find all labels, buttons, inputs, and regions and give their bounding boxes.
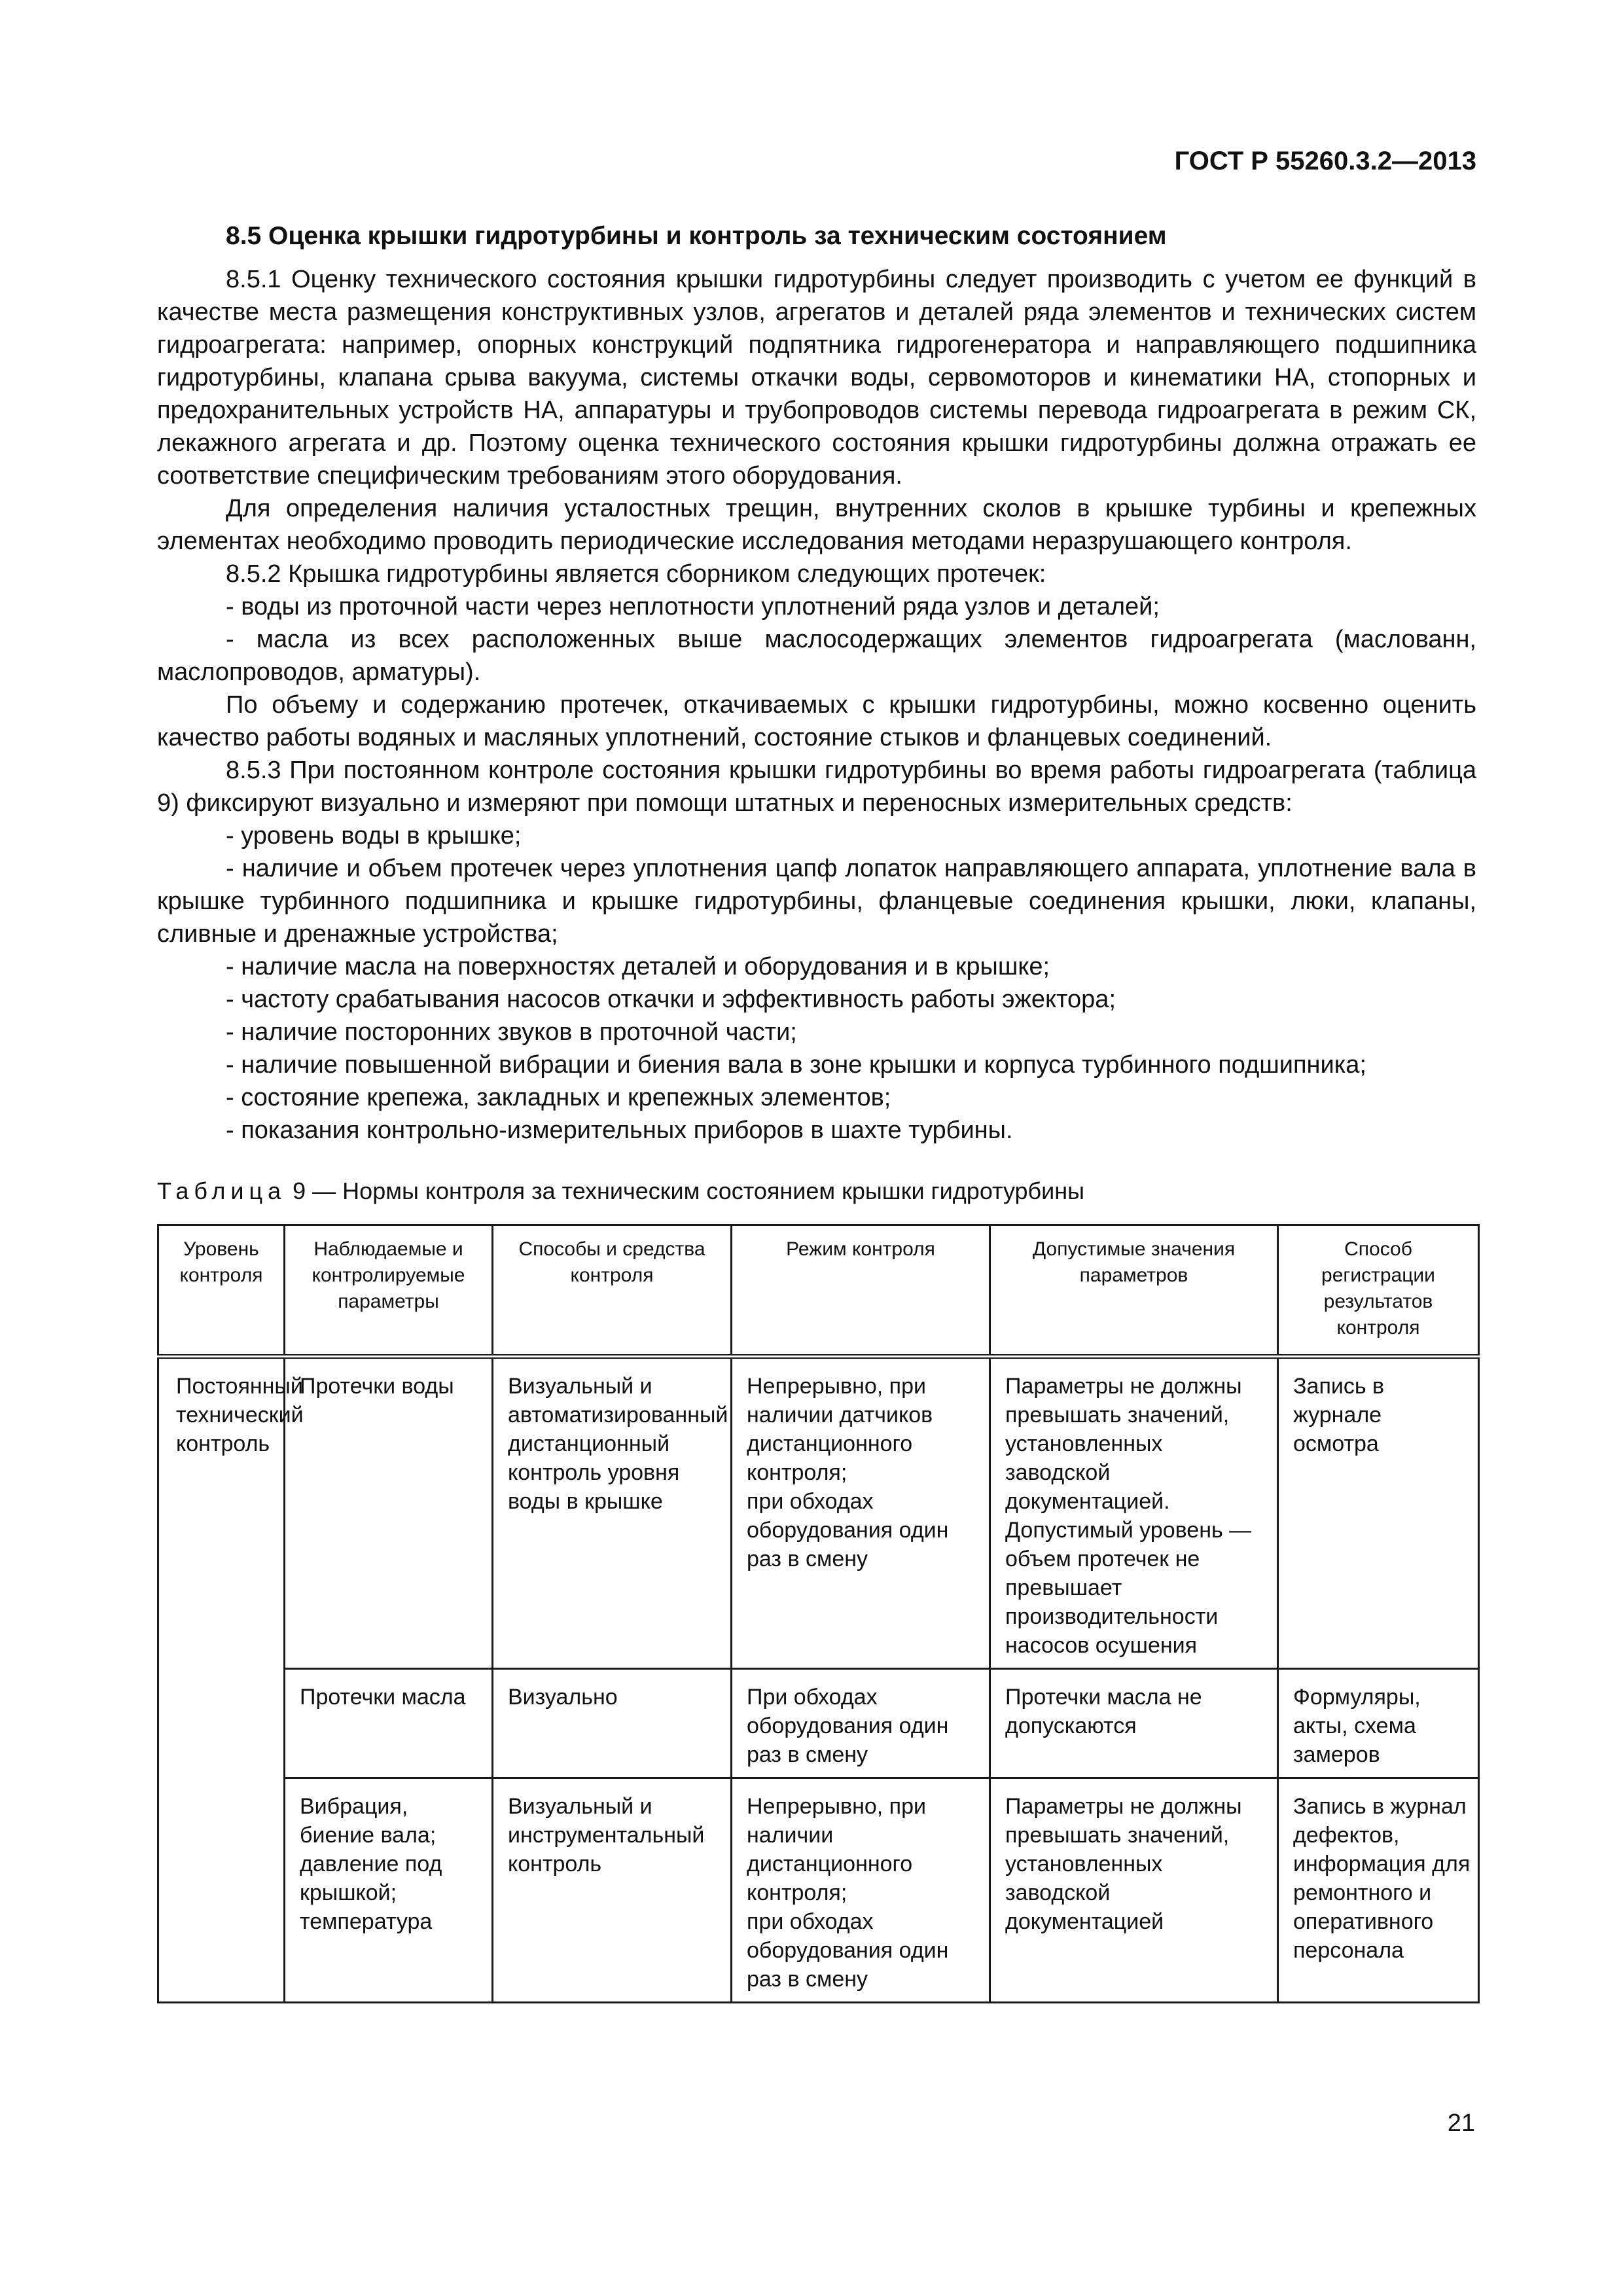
paragraph: По объему и содержанию протечек, откачиваемых с крышки гидротурбины, можно косвенно оценить качество работы водяных и масляных уплотнений, состояние стыков и фланцевых соединений. xyxy=(157,691,1476,751)
standard-code: ГОСТ Р 55260.3.2—2013 xyxy=(1174,147,1476,175)
cell-method: Визуальный и инструментальный контроль xyxy=(493,1778,732,2003)
control-norms-table xyxy=(157,1224,1480,2003)
cell-level-empty xyxy=(158,1778,285,2003)
list-item: - состояние крепежа, закладных и крепежных элементов; xyxy=(226,1084,891,1111)
cell-allowed: Параметры не должны превышать значений, установленных заводской документацией xyxy=(990,1778,1278,2003)
list-item: - воды из проточной части через неплотности уплотнений ряда узлов и деталей; xyxy=(226,593,1160,620)
paragraph: 8.5.3 При постоянном контроле состояния крышки гидротурбины во время работы гидроагрегата (таблица 9) фиксируют визуально и измеряют при помощи штатных и переносных измерительных средств: xyxy=(157,757,1476,817)
cell-record: Запись в журнал дефектов, информация для ремонтного и оперативного персонала xyxy=(1278,1778,1479,2003)
list-item: - уровень воды в крышке; xyxy=(226,822,522,850)
list-item: - масла из всех расположенных выше маслосодержащих элементов гидроагрегата (маслованн, маслопроводов, арматуры). xyxy=(157,626,1476,686)
header-methods: Способы и средства контроля xyxy=(493,1225,732,1357)
section-heading: 8.5 Оценка крышки гидротурбины и контроль за техническим состоянием xyxy=(226,222,1167,250)
header-parameters: Наблюдаемые и контролируемые параметры xyxy=(285,1225,493,1357)
document-body xyxy=(157,220,1476,2003)
table-caption-label: Таблица xyxy=(157,1177,287,1204)
header-level: Уровень контроля xyxy=(158,1225,285,1357)
list-item: - частоту срабатывания насосов откачки и эффективность работы эжектора; xyxy=(226,986,1116,1013)
page-number: 21 xyxy=(1447,2109,1475,2137)
list-item: - наличие посторонних звуков в проточной части; xyxy=(226,1018,797,1046)
cell-mode: Непрерывно, при наличии датчиков дистанционного контроля; при обходах оборудования один раз в смену xyxy=(732,1357,990,1669)
header-allowed-values: Допустимые значения параметров xyxy=(990,1225,1278,1357)
table-caption-text: 9 — Нормы контроля за техническим состоянием крышки гидротурбины xyxy=(286,1177,1085,1204)
list-item: - наличие повышенной вибрации и биения вала в зоне крышки и корпуса турбинного подшипника; xyxy=(226,1051,1366,1079)
paragraph: Для определения наличия усталостных трещин, внутренних сколов в крышке турбины и крепежных элементах необходимо проводить периодические исследования методами неразрушающего контроля. xyxy=(157,495,1476,555)
paragraph: 8.5.2 Крышка гидротурбины является сборником следующих протечек: xyxy=(226,560,1046,588)
paragraph: 8.5.1 Оценку технического состояния крышки гидротурбины следует производить с учетом ее функций в качестве места размещения конструктивных узлов, агрегатов и деталей ряда элементов и технических систем гидроагрегата: например, опорных конструкций подпятника гидрогенератора и направляющего подшипника гидротурбины, клапана срыва вакуума, системы откачки воды, сервомоторов и кинематики НА, стопорных и предохранительных устройств НА, аппаратуры и трубопроводов системы перевода гидроагрегата в режим СК, лекажного агрегата и др. Поэтому оценка технического состояния крышки гидротурбины должна отражать ее соответствие специфическим требованиям этого оборудования. xyxy=(157,266,1476,490)
cell-allowed: Протечки масла не допускаются xyxy=(990,1669,1278,1778)
cell-record: Запись в журнале осмотра xyxy=(1278,1357,1479,1669)
header-recording: Способ регистрации результатов контроля xyxy=(1278,1225,1479,1357)
table-header-row xyxy=(158,1225,1479,1357)
cell-parameter: Протечки воды xyxy=(285,1357,493,1669)
table-row xyxy=(158,1778,1479,2003)
cell-method: Визуально xyxy=(493,1669,732,1778)
cell-level: Постоянный технический контроль xyxy=(158,1357,285,1669)
table-row xyxy=(158,1669,1479,1778)
cell-parameter: Вибрация, биение вала; давление под крышкой; температура xyxy=(285,1778,493,2003)
cell-mode: Непрерывно, при наличии дистанционного контроля; при обходах оборудования один раз в смену xyxy=(732,1778,990,2003)
list-item: - наличие масла на поверхностях деталей и оборудования и в крышке; xyxy=(226,953,1050,980)
table-row xyxy=(158,1357,1479,1669)
list-item: - наличие и объем протечек через уплотнения цапф лопаток направляющего аппарата, уплотнение вала в крышке турбинного подшипника и крышке гидротурбины, фланцевые соединения крышки, люки, клапаны, сливные и дренажные устройства; xyxy=(157,855,1476,948)
list-item: - показания контрольно-измерительных приборов в шахте турбины. xyxy=(226,1117,1013,1144)
cell-record: Формуляры, акты, схема замеров xyxy=(1278,1669,1479,1778)
cell-parameter: Протечки масла xyxy=(285,1669,493,1778)
cell-allowed: Параметры не должны превышать значений, установленных заводской документацией. Допустимый уровень — объем протечек не превышает производительности насосов осушения xyxy=(990,1357,1278,1669)
cell-mode: При обходах оборудования один раз в смену xyxy=(732,1669,990,1778)
cell-level-empty xyxy=(158,1669,285,1778)
table-caption xyxy=(157,1177,1476,1206)
header-mode: Режим контроля xyxy=(732,1225,990,1357)
cell-method: Визуальный и автоматизированный дистанционный контроль уровня воды в крышке xyxy=(493,1357,732,1669)
